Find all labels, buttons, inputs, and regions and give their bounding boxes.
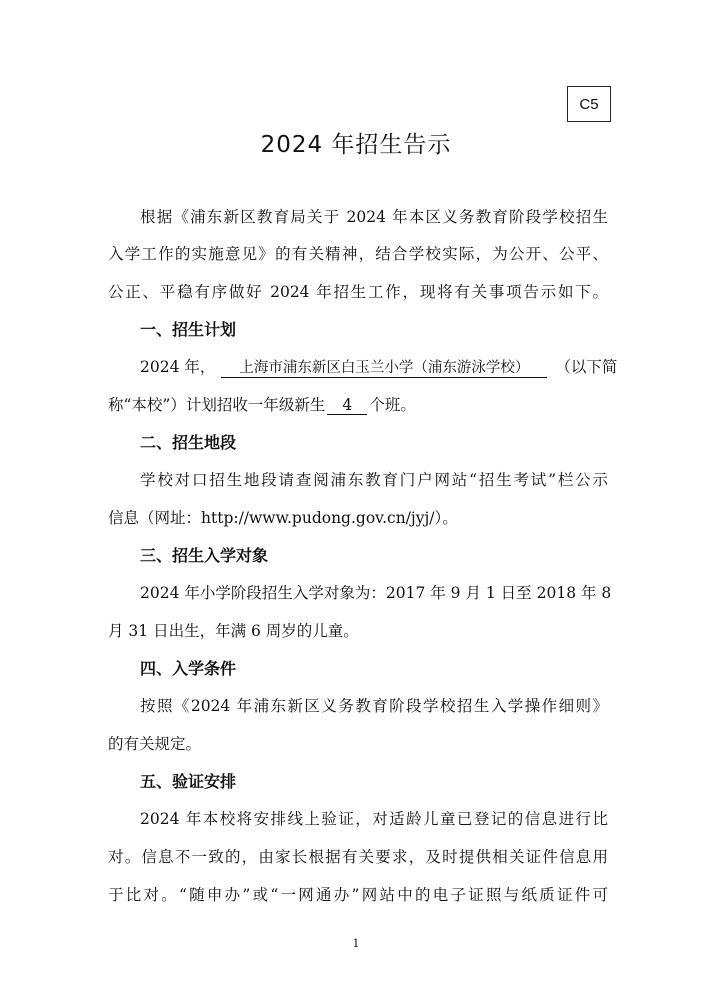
district-line-2: 信息（网址：http://www.pudong.gov.cn/jyj/）。 [108,509,458,527]
school-name-fill: 上海市浦东新区白玉兰小学（浦东游泳学校） [221,359,547,378]
plan-line-2 [108,395,608,415]
section-heading-district: 二、招生地段 [140,433,237,452]
plan-year-prefix: 2024 年， [140,358,216,376]
section-heading-verification: 五、验证安排 [140,772,237,791]
page-title: 2024 年招生告示 [260,132,452,158]
intro-line-3: 公正、平稳有序做好 2024 年招生工作，现将有关事项告示如下。 [108,283,608,301]
intro-line-1: 根据《浦东新区教育局关于 2024 年本区义务教育阶段学校招生 [140,208,608,226]
plan-line-1 [140,357,618,378]
verification-line-3: 于比对。“随申办”或“一网通办”网站中的电子证照与纸质证件可 [108,886,608,904]
section-heading-eligible: 三、招生入学对象 [140,546,269,565]
plan-abbrev-prefix: （以下简 [555,358,618,376]
plan-enroll-text: 称“本校”）计划招收一年级新生 [108,396,326,414]
verification-line-2: 对。信息不一致的，由家长根据有关要求，及时提供相关证件信息用 [108,848,608,866]
eligible-line-2: 月 31 日出生，年满 6 周岁的儿童。 [108,622,359,640]
conditions-line-1: 按照《2024 年浦东新区义务教育阶段学校招生入学操作细则》 [140,697,608,715]
conditions-line-2: 的有关规定。 [108,735,202,753]
intro-line-2: 入学工作的实施意见》的有关精神，结合学校实际，为公开、公平、 [108,245,608,263]
class-count-fill: 4 [327,396,367,415]
eligible-line-1: 2024 年小学阶段招生入学对象为：2017 年 9 月 1 日至 2018 年 8 [140,584,612,602]
document-code-box: C5 [567,86,611,122]
page-number: 1 [352,937,360,950]
section-heading-plan: 一、招生计划 [140,320,237,339]
plan-class-suffix: 个班。 [369,396,416,414]
section-heading-conditions: 四、入学条件 [140,659,237,678]
district-line-1: 学校对口招生地段请查阅浦东教育门户网站“招生考试”栏公示 [140,471,608,489]
verification-line-1: 2024 年本校将安排线上验证，对适龄儿童已登记的信息进行比 [140,810,608,828]
